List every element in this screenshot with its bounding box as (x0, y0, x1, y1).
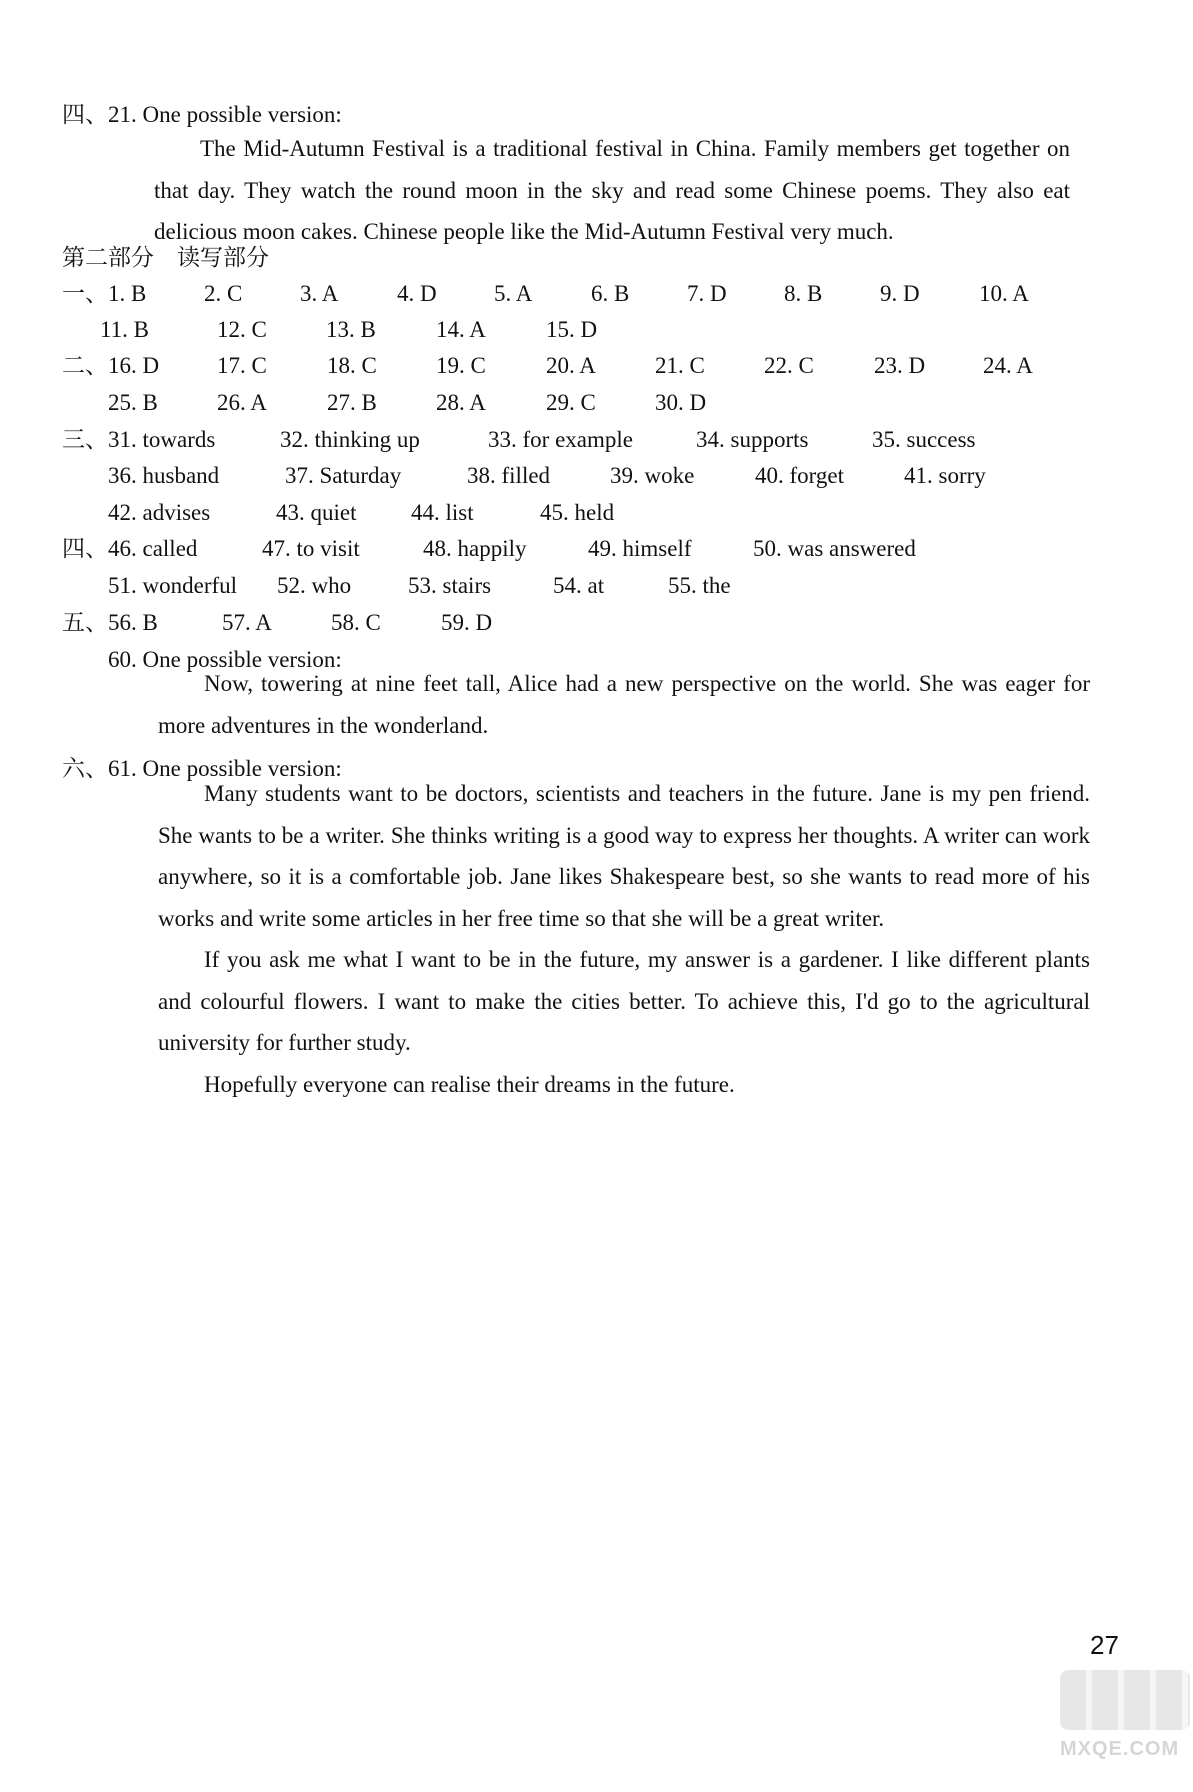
section4-q21-label: 四、21. One possible version: (62, 102, 342, 127)
section4-row-1 (108, 534, 1068, 564)
answer-item: 11. B (100, 317, 149, 342)
answer-item: 32. thinking up (280, 427, 420, 452)
page-number: 27 (1090, 1630, 1119, 1660)
answer-item: 47. to visit (262, 536, 360, 561)
answer-item: 18. C (327, 353, 377, 378)
section5-marker: 五、 (62, 610, 108, 635)
answer-item: 37. Saturday (285, 463, 402, 488)
answer-item: 26. A (217, 390, 267, 415)
section4-q21-essay (154, 128, 1070, 253)
section1-row-1 (108, 279, 1068, 309)
answer-item: 52. who (277, 573, 352, 598)
section6-paragraph-2: If you ask me what I want to be in the future, my answer is a gardener. I like different plants and colourful flowers. I want to make the cities better. To achieve this, I'd go to the agricultural university for further study. (158, 947, 1090, 1055)
answer-item: 44. list (411, 500, 474, 525)
answer-item: 23. D (874, 353, 926, 378)
answer-item: 27. B (327, 390, 377, 415)
section4-row-2 (108, 571, 1068, 601)
section3-marker: 三、 (62, 427, 108, 452)
answer-item: 24. A (983, 353, 1033, 378)
answer-item: 15. D (546, 317, 598, 342)
section1-row-2 (100, 315, 1060, 345)
answer-item: 7. D (687, 281, 727, 306)
part-two-heading: 第二部分 读写部分 (62, 245, 269, 270)
answer-item: 53. stairs (408, 573, 492, 598)
answer-item: 10. A (979, 281, 1029, 306)
section5-q60-label: 60. One possible version: (108, 647, 342, 672)
answer-item: 3. A (300, 281, 339, 306)
answer-item: 36. husband (108, 463, 220, 488)
answer-item: 55. the (668, 573, 731, 598)
answer-item: 50. was answered (753, 536, 916, 561)
answer-item: 59. D (441, 610, 493, 635)
section4-marker: 四、 (62, 536, 108, 561)
answer-item: 9. D (880, 281, 920, 306)
section6-paragraph-3: Hopefully everyone can realise their dreams in the future. (204, 1071, 735, 1097)
answer-item: 43. quiet (276, 500, 357, 525)
section4-q21-paragraph: The Mid-Autumn Festival is a traditional festival in China. Family members get together on that day. They watch the round moon in the sky and read some Chinese poems. They also eat delicious moon cakes. Chinese people like the Mid-Autumn Festival very much. (154, 136, 1070, 244)
answer-item: 25. B (108, 390, 158, 415)
answer-item: 56. B (108, 610, 158, 635)
section2-row-2 (108, 388, 1068, 418)
answer-item: 8. B (784, 281, 823, 306)
answer-item: 39. woke (610, 463, 695, 488)
answer-item: 1. B (108, 281, 147, 306)
answer-item: 13. B (326, 317, 376, 342)
answer-item: 38. filled (467, 463, 551, 488)
answer-item: 45. held (540, 500, 615, 525)
section2-row-1 (108, 351, 1068, 381)
section5-q60-paragraph: Now, towering at nine feet tall, Alice had a new perspective on the world. She was eager for more adventures in the wonderland. (158, 671, 1090, 738)
answer-item: 40. forget (755, 463, 845, 488)
answer-item: 30. D (655, 390, 707, 415)
answer-item: 57. A (222, 610, 272, 635)
answer-item: 51. wonderful (108, 573, 238, 598)
answer-item: 41. sorry (904, 463, 986, 488)
section1-marker: 一、 (62, 281, 108, 306)
watermark-glyphs (1060, 1670, 1190, 1730)
watermark-logo (1060, 1660, 1190, 1780)
section6-paragraph-1: Many students want to be doctors, scientists and teachers in the future. Jane is my pen friend. She wants to be a writer. She thinks writing is a good way to express her thoughts. A writer can work anywhere, so it is a comfortable job. Jane likes Shakespeare best, so she wants to read more of his works and write some articles in her free time so that she will be a great writer. (158, 781, 1090, 931)
answer-item: 33. for example (488, 427, 633, 452)
answer-item: 54. at (553, 573, 605, 598)
answer-item: 20. A (546, 353, 596, 378)
answer-item: 17. C (217, 353, 267, 378)
section3-row-3 (108, 498, 1068, 528)
answer-item: 6. B (591, 281, 630, 306)
answer-item: 46. called (108, 536, 198, 561)
section5-row-1 (108, 608, 1068, 638)
answer-item: 4. D (397, 281, 437, 306)
answer-item: 14. A (436, 317, 486, 342)
section3-row-1 (108, 425, 1068, 455)
answer-item: 48. happily (423, 536, 527, 561)
answer-item: 5. A (494, 281, 533, 306)
section6-q61-label: 六、61. One possible version: (62, 756, 342, 781)
answer-item: 35. success (872, 427, 976, 452)
answer-item: 49. himself (588, 536, 692, 561)
answer-item: 42. advises (108, 500, 211, 525)
answer-item: 34. supports (696, 427, 809, 452)
answer-item: 21. C (655, 353, 705, 378)
answer-item: 16. D (108, 353, 160, 378)
section2-marker: 二、 (62, 353, 108, 378)
answer-item: 58. C (331, 610, 381, 635)
answer-item: 28. A (436, 390, 486, 415)
watermark-text: MXQE.COM (1060, 1738, 1180, 1760)
section6-q61-essay (158, 773, 1090, 1105)
section3-row-2 (108, 461, 1068, 491)
answer-item: 19. C (436, 353, 486, 378)
answer-item: 2. C (204, 281, 243, 306)
answer-item: 22. C (764, 353, 814, 378)
answer-item: 29. C (546, 390, 596, 415)
answer-item: 12. C (217, 317, 267, 342)
answer-item: 31. towards (108, 427, 216, 452)
section5-q60-essay (158, 663, 1090, 746)
